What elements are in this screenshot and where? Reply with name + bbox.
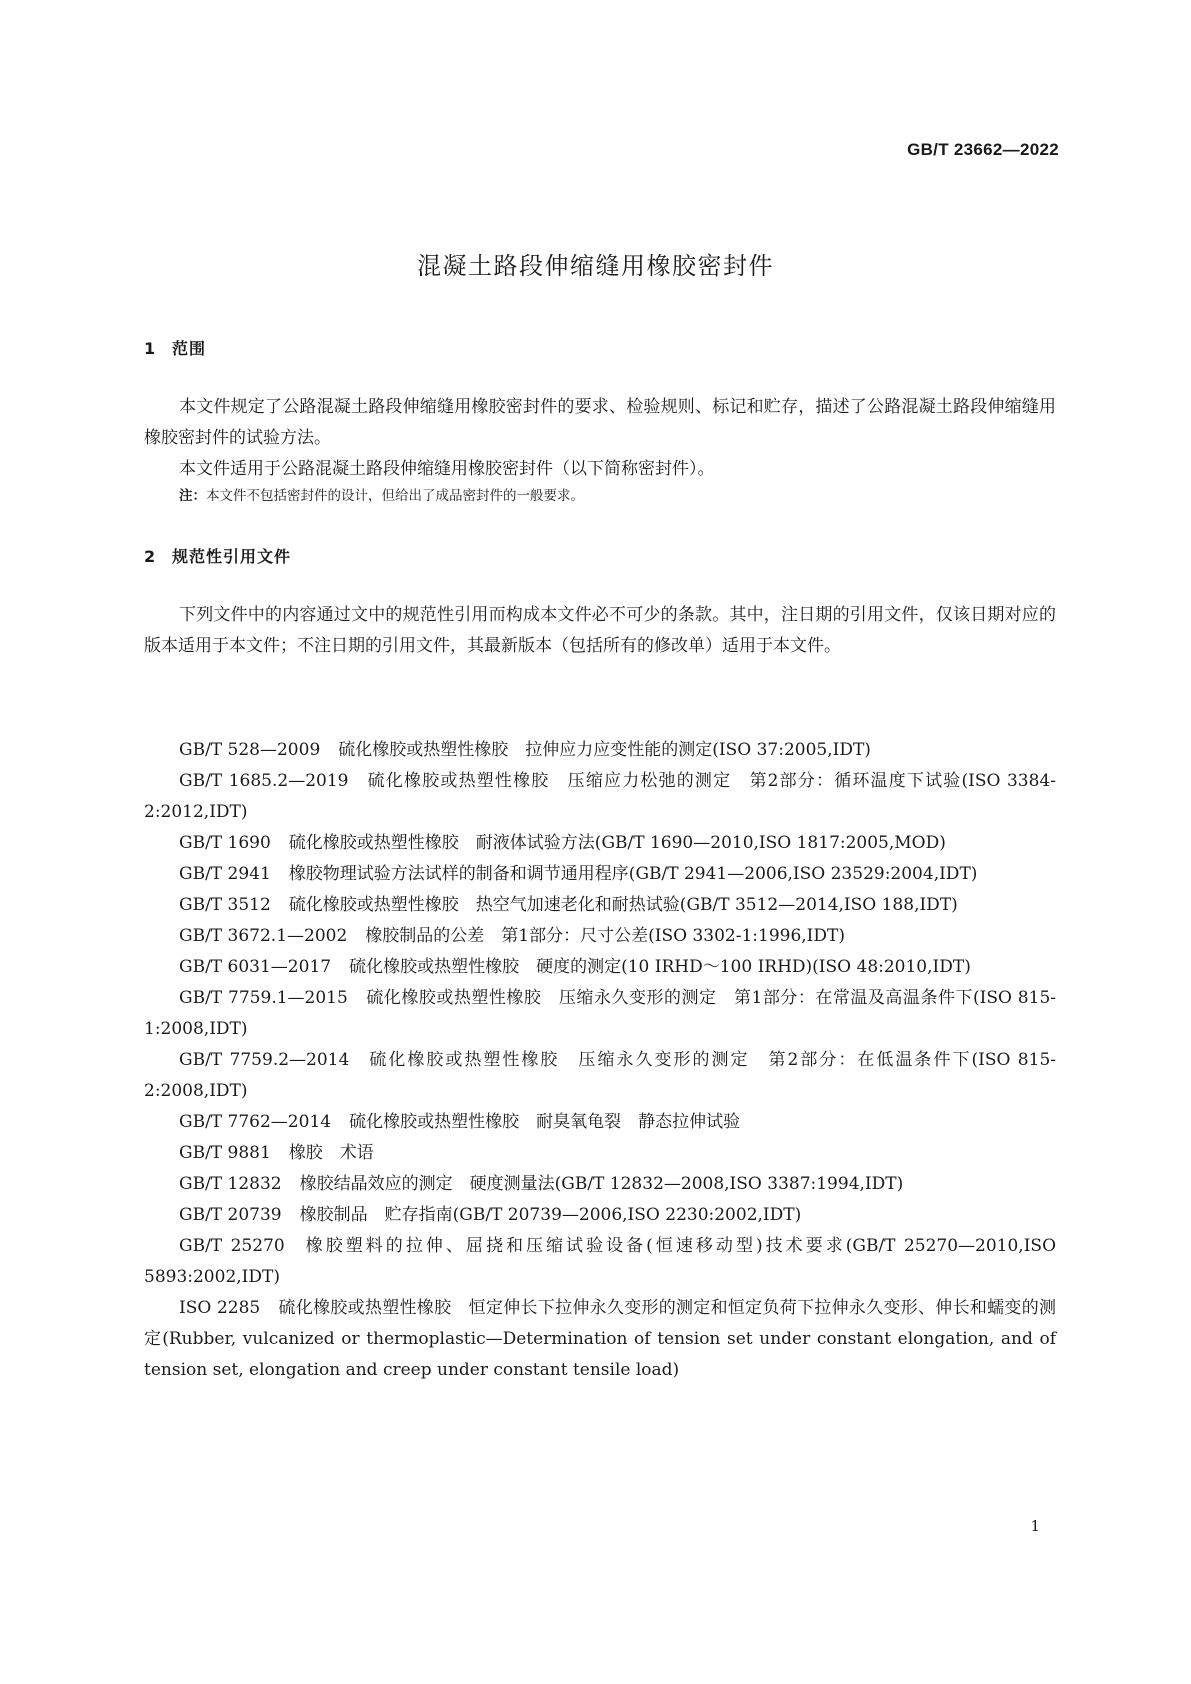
section-2-number: 2 [144,547,157,566]
scope-paragraph-2: 本文件适用于公路混凝土路段伸缩缝用橡胶密封件（以下简称密封件）。 [179,459,715,479]
section-1-title: 范围 [172,339,207,358]
reference-item [144,1200,1056,1231]
reference-item [144,890,1056,921]
reference-code: GB/T 20739 [179,1205,282,1225]
reference-code: ISO 2285 [179,1298,261,1318]
reference-item [144,952,1056,983]
scope-paragraph-1: 本文件规定了公路混凝土路段伸缩缝用橡胶密封件的要求、检验规则、标记和贮存，描述了公路混凝土路段伸缩缝用橡胶密封件的试验方法。 [144,397,1056,448]
reference-title: 橡胶塑料的拉伸、屈挠和压缩试验设备(恒速移动型)技术要求(GB/T 25270—2010,ISO 5893:2002,IDT) [144,1236,1057,1287]
reference-code: GB/T 3512 [179,895,271,915]
section-2-title: 规范性引用文件 [172,547,292,566]
reference-code: GB/T 528—2009 [179,740,321,760]
reference-title: 硫化橡胶或热塑性橡胶 热空气加速老化和耐热试验(GB/T 3512—2014,ISO 188,IDT) [288,895,958,915]
reference-title: 橡胶结晶效应的测定 硬度测量法(GB/T 12832—2008,ISO 3387:1994,IDT) [299,1174,904,1194]
reference-code: GB/T 1690 [179,833,271,853]
document-title: 混凝土路段伸缩缝用橡胶密封件 [417,252,774,280]
reference-code: GB/T 1685.2—2019 [179,771,349,791]
reference-code: GB/T 7759.2—2014 [179,1050,350,1070]
reference-title: 硫化橡胶或热塑性橡胶 耐液体试验方法(GB/T 1690—2010,ISO 1817:2005,MOD) [288,833,946,853]
reference-title: 硫化橡胶或热塑性橡胶 耐臭氧龟裂 静态拉伸试验 [349,1112,741,1132]
section-1-heading [144,336,206,359]
reference-item [144,766,1056,828]
reference-item [144,1138,1056,1169]
reference-item [144,1231,1056,1293]
reference-title: 硫化橡胶或热塑性橡胶 拉伸应力应变性能的测定(ISO 37:2005,IDT) [338,740,871,760]
reference-title: 硫化橡胶或热塑性橡胶 压缩永久变形的测定 第2部分：在低温条件下(ISO 815-2:2008,IDT) [144,1050,1057,1101]
reference-title: 橡胶制品的公差 第1部分：尺寸公差(ISO 3302-1:1996,IDT) [365,926,845,946]
reference-list [144,735,1056,1386]
references-intro: 下列文件中的内容通过文中的规范性引用而构成本文件必不可少的条款。其中，注日期的引用文件，仅该日期对应的版本适用于本文件；不注日期的引用文件，其最新版本（包括所有的修改单）适用于本文件。 [144,605,1056,656]
reference-code: GB/T 25270 [179,1236,285,1256]
reference-title: 硫化橡胶或热塑性橡胶 恒定伸长下拉伸永久变形的测定和恒定负荷下拉伸永久变形、伸长和蠕变的测定(Rubber, vulcanized or thermoplastic—Determination of tension set under constant elongation, and of tension set, elongation and creep under constant tensile load) [144,1298,1056,1380]
reference-item [144,859,1056,890]
reference-title: 硫化橡胶或热塑性橡胶 硬度的测定(10 IRHD～100 IRHD)(ISO 48:2010,IDT) [349,957,971,977]
standard-code: GB/T 23662—2022 [907,140,1059,159]
reference-item [144,921,1056,952]
reference-item [144,1169,1056,1200]
reference-code: GB/T 2941 [179,864,271,884]
reference-code: GB/T 7759.1—2015 [179,988,348,1008]
reference-code: GB/T 6031—2017 [179,957,332,977]
section-1-number: 1 [144,339,157,358]
reference-item [144,735,1056,766]
reference-code: GB/T 12832 [179,1174,282,1194]
reference-code: GB/T 3672.1—2002 [179,926,348,946]
scope-note [179,486,1049,506]
note-label: 注： [179,488,206,504]
note-text: 本文件不包括密封件的设计，但给出了成品密封件的一般要求。 [206,488,584,504]
reference-title: 橡胶 术语 [288,1143,374,1163]
reference-item [144,1107,1056,1138]
reference-title: 橡胶物理试验方法试样的制备和调节通用程序(GB/T 2941—2006,ISO 23529:2004,IDT) [288,864,978,884]
section-2-heading [144,544,291,567]
page-number: 1 [1030,1517,1040,1535]
reference-code: GB/T 7762—2014 [179,1112,332,1132]
reference-item [144,1045,1056,1107]
reference-title: 硫化橡胶或热塑性橡胶 压缩应力松弛的测定 第2部分：循环温度下试验(ISO 3384-2:2012,IDT) [144,771,1056,822]
reference-title: 硫化橡胶或热塑性橡胶 压缩永久变形的测定 第1部分：在常温及高温条件下(ISO 815-1:2008,IDT) [144,988,1057,1039]
reference-item [144,1293,1056,1386]
reference-item [144,828,1056,859]
reference-title: 橡胶制品 贮存指南(GB/T 20739—2006,ISO 2230:2002,IDT) [299,1205,802,1225]
reference-item [144,983,1056,1045]
reference-code: GB/T 9881 [179,1143,271,1163]
